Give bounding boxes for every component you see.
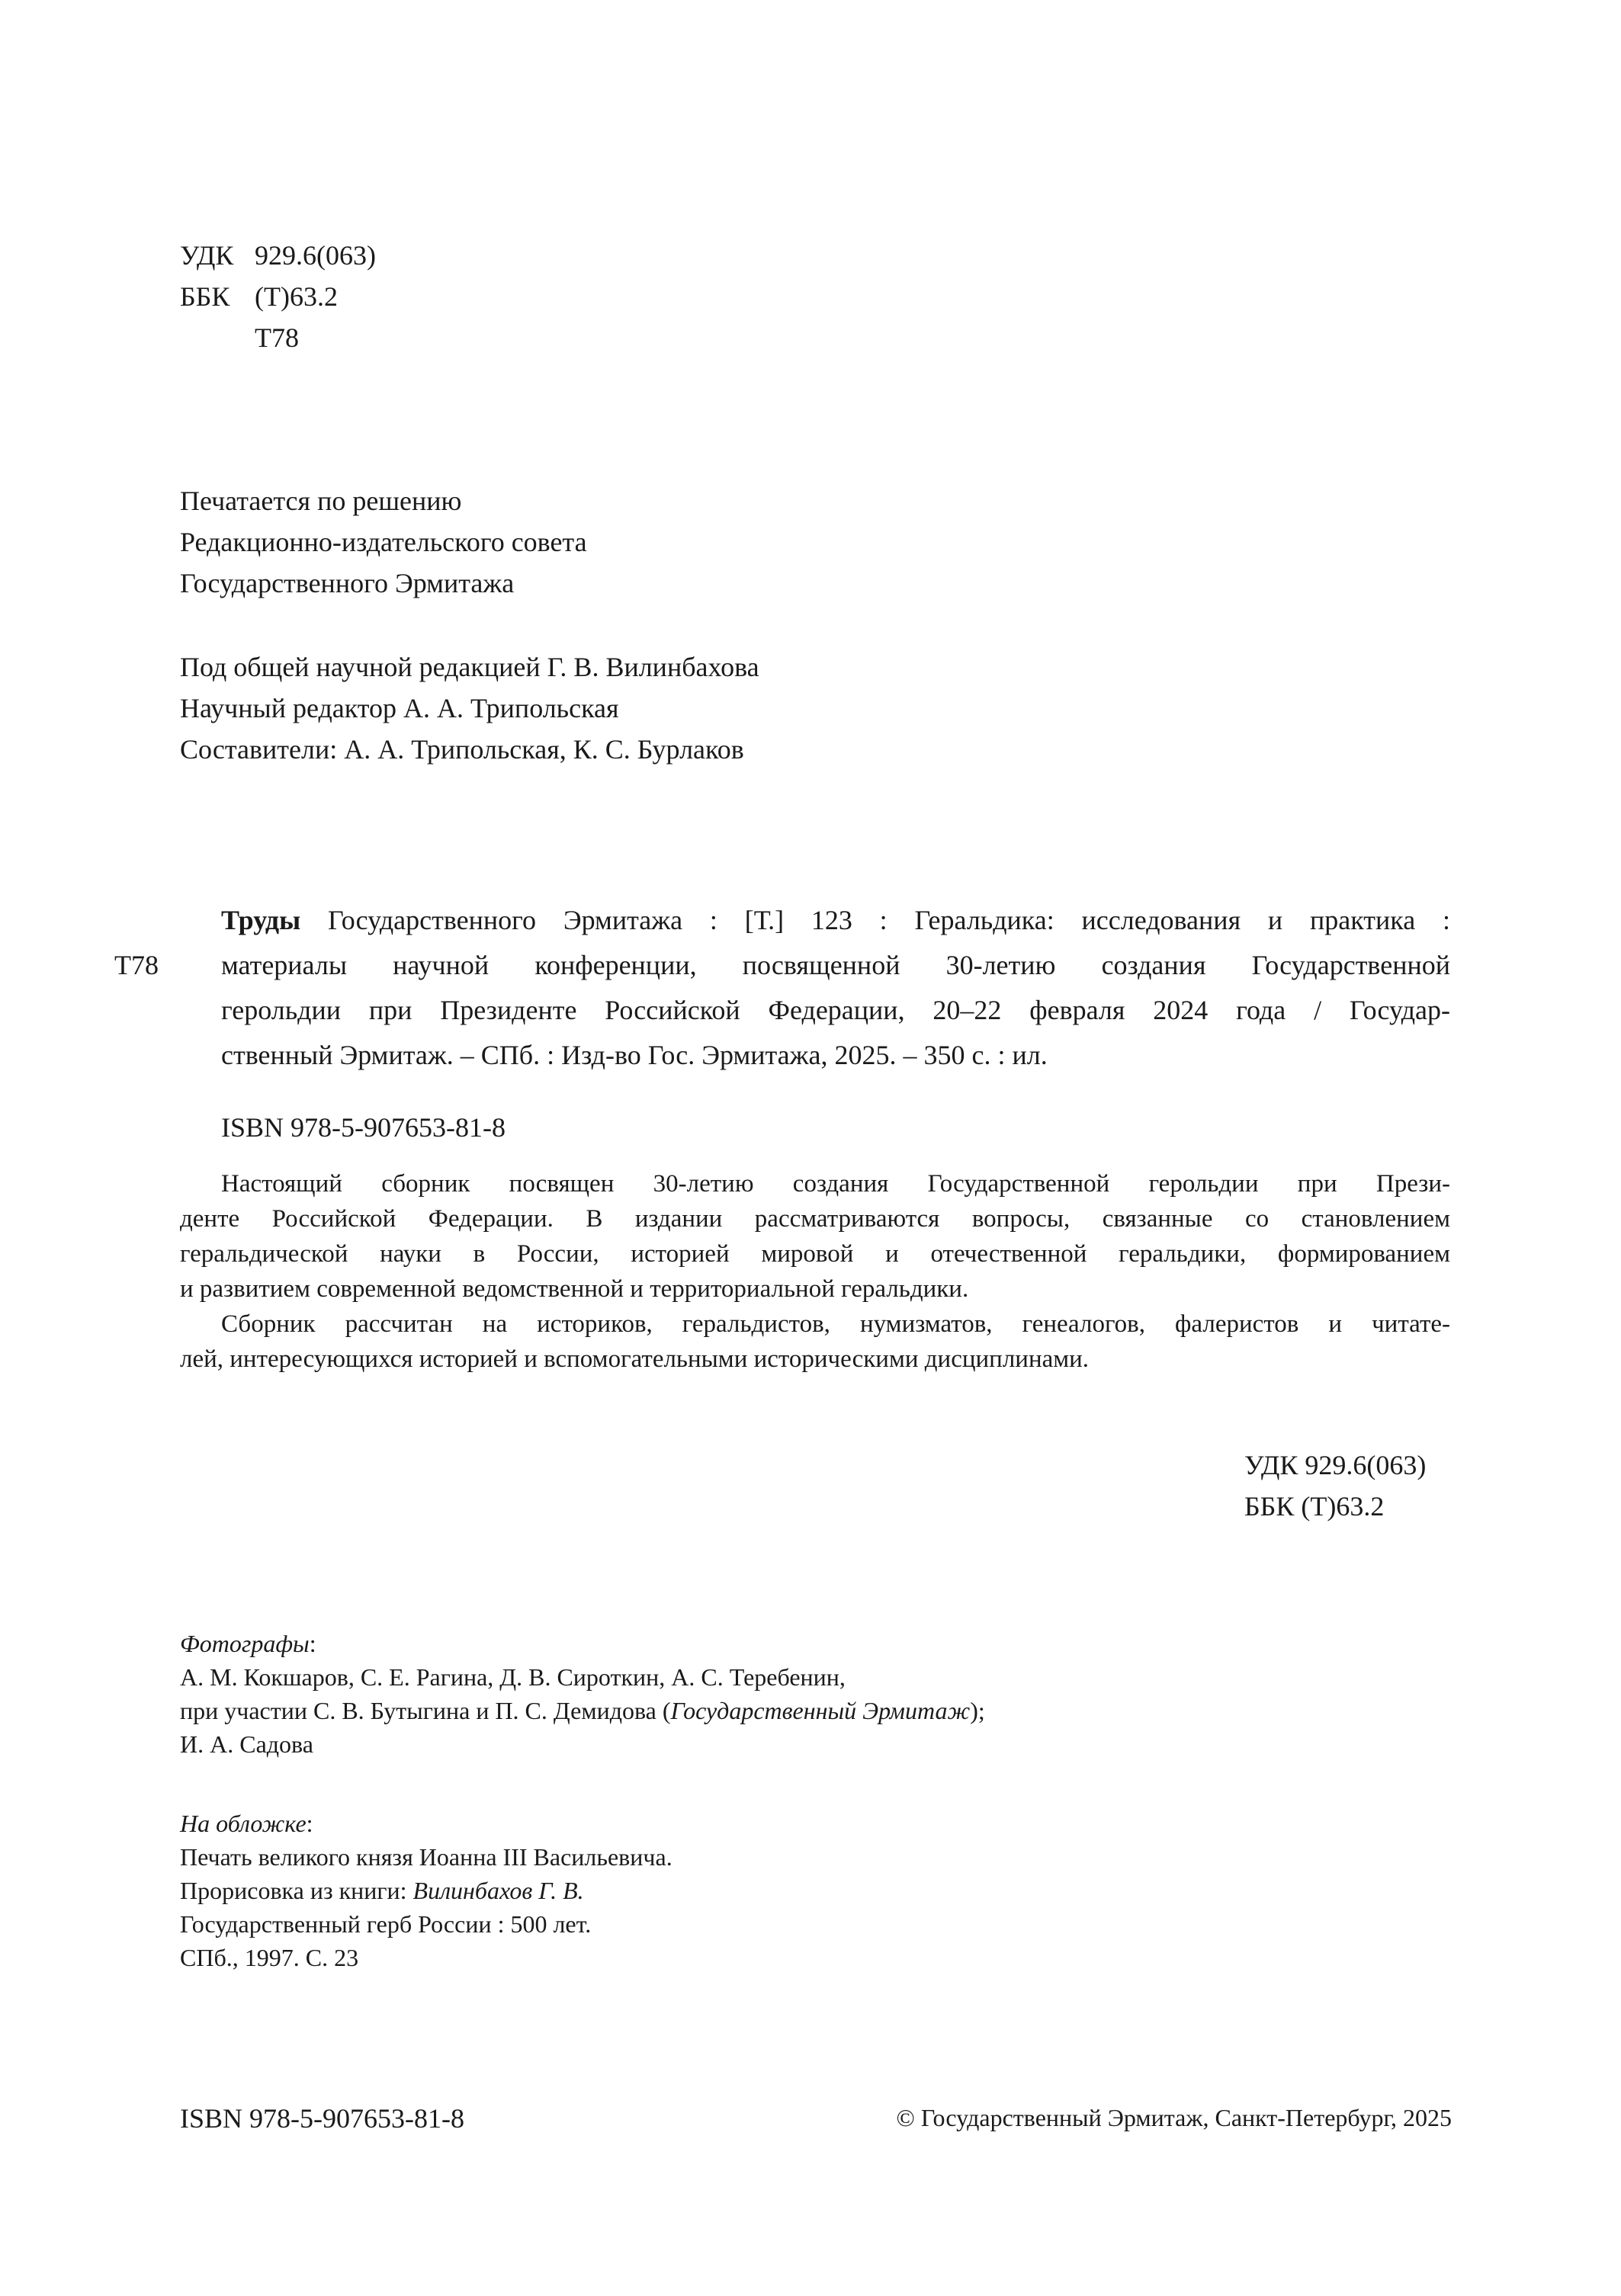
bbk-row	[180, 276, 376, 317]
bib-line-1: Труды Государственного Эрмитажа : [Т.] 123 : Геральдика: исследования и практика :	[221, 905, 1450, 935]
classification-codes	[180, 235, 376, 358]
bbk-label: ББК	[180, 281, 230, 312]
cover-heading: На обложке:	[180, 1810, 313, 1837]
author-sign-row	[180, 317, 376, 358]
photographers-line: И. А. Садова	[180, 1730, 313, 1758]
decision-line: Государственного Эрмитажа	[180, 568, 515, 598]
abstract-line: Настоящий сборник посвящен 30-летию создания Государственной герольдии при Прези-	[221, 1170, 1450, 1198]
abstract-line: денте Российской Федерации. В издании рассматриваются вопросы, связанные со становлением	[180, 1205, 1450, 1233]
photographers-heading: Фотографы:	[180, 1630, 316, 1657]
abstract-line: Сборник рассчитан на историков, геральдистов, нумизматов, генеалогов, фалеристов и читате-	[221, 1310, 1450, 1338]
bib-title: Труды	[221, 905, 301, 935]
cover-line: Прорисовка из книги: Вилинбахов Г. В.	[180, 1877, 584, 1904]
bbk-value: (Т)63.2	[255, 281, 338, 312]
bibliographic-record	[221, 898, 1450, 1078]
decision-line: Печатается по решению	[180, 486, 462, 516]
photographers-line: при участии С. В. Бутыгина и П. С. Демидова (Государственный Эрмитаж);	[180, 1697, 985, 1724]
footer-copyright: © Государственный Эрмитаж, Санкт-Петербург, 2025	[896, 2104, 1452, 2131]
cover-block	[180, 1807, 672, 1974]
abstract-line: лей, интересующихся историей и вспомогательными историческими дисциплинами.	[180, 1345, 1090, 1373]
photographers-line: А. М. Кокшаров, С. Е. Рагина, Д. В. Сироткин, А. С. Теребенин,	[180, 1663, 846, 1691]
decision-line: Редакционно-издательского совета	[180, 527, 587, 557]
cover-label: На обложке	[180, 1810, 307, 1837]
cover-line: Печать великого князя Иоанна III Васильевича.	[180, 1843, 672, 1871]
bib-line-3: герольдии при Президенте Российской Федерации, 20–22 февраля 2024 года / Государ-	[221, 995, 1450, 1025]
udk-value: 929.6(063)	[255, 240, 376, 271]
classification-codes-bottom	[1244, 1445, 1426, 1527]
publication-decision	[180, 480, 587, 604]
general-editor: Под общей научной редакцией Г. В. Вилинбахова	[180, 652, 759, 682]
cover-line: Государственный герб России : 500 лет.	[180, 1910, 592, 1938]
isbn-record: ISBN 978-5-907653-81-8	[221, 1112, 506, 1143]
udk-row	[180, 235, 376, 276]
editors-block	[180, 646, 759, 770]
photographers-block	[180, 1627, 985, 1761]
margin-author-sign: Т78	[114, 950, 159, 980]
scientific-editor: Научный редактор А. А. Трипольская	[180, 693, 619, 723]
abstract-line: геральдической науки в России, историей мировой и отечественной геральдики, формированием	[180, 1240, 1450, 1268]
bib-line-4: ственный Эрмитаж. – СПб. : Изд-во Гос. Эрмитажа, 2025. – 350 с. : ил.	[221, 1040, 1048, 1070]
abstract	[180, 1166, 1450, 1377]
udk-label: УДК	[180, 240, 234, 271]
abstract-line: и развитием современной ведомственной и территориальной геральдики.	[180, 1275, 969, 1303]
compilers: Составители: А. А. Трипольская, К. С. Бурлаков	[180, 734, 744, 765]
bbk-bottom: ББК (Т)63.2	[1244, 1491, 1385, 1522]
author-sign: Т78	[255, 322, 299, 353]
photographers-label: Фотографы	[180, 1630, 310, 1657]
bib-line-2: материалы научной конференции, посвященной 30-летию создания Государственной	[221, 950, 1450, 980]
udk-bottom: УДК 929.6(063)	[1244, 1450, 1427, 1480]
cover-line: СПб., 1997. С. 23	[180, 1944, 359, 1971]
footer-isbn: ISBN 978-5-907653-81-8	[180, 2103, 464, 2134]
